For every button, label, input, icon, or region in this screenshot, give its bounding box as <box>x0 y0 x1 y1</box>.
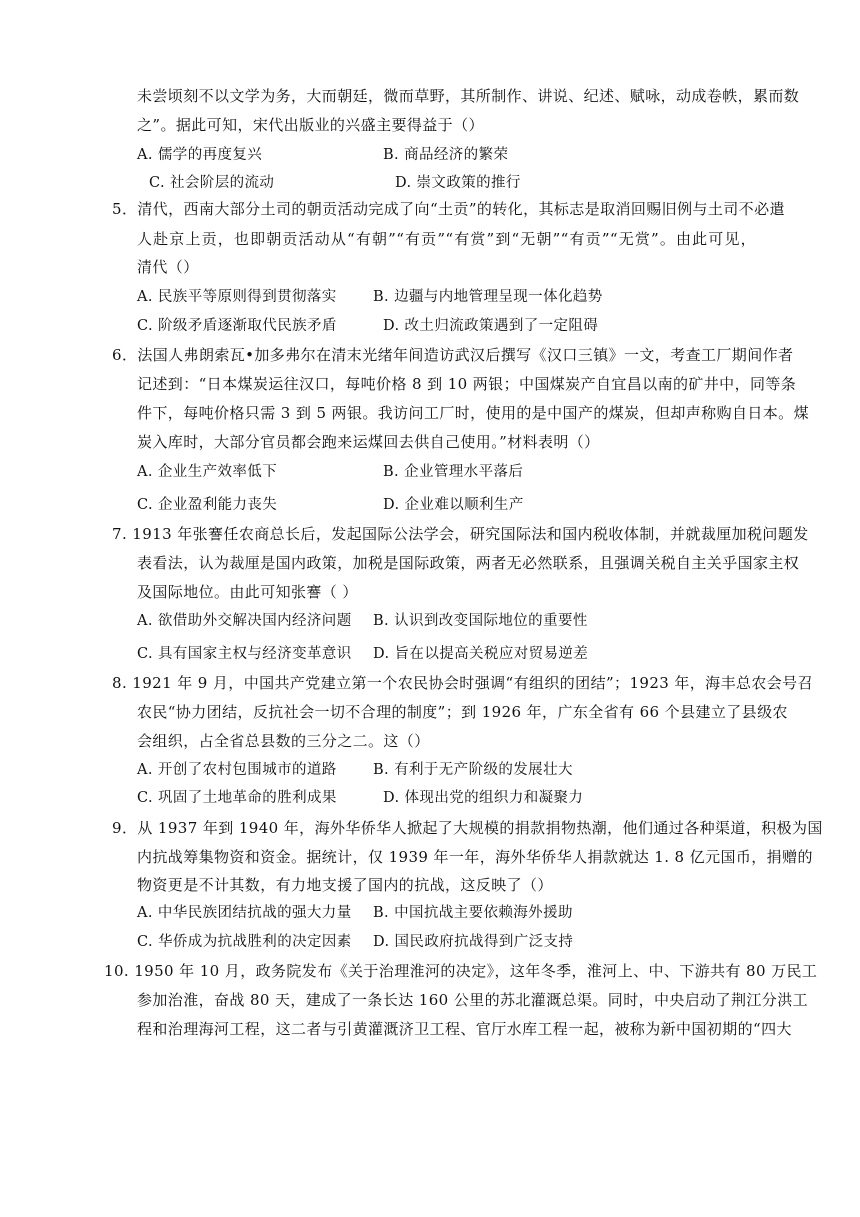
question-stem-line: 之”。据此可知，宋代出版业的兴盛主要得益于（） <box>137 116 484 134</box>
option-d: D. 国民政府抗战得到广泛支持 <box>373 934 574 950</box>
option-a: A. 民族平等原则得到贯彻落实 <box>137 289 337 305</box>
option-c: C. 具有国家主权与经济变革意识 <box>137 646 352 662</box>
option-d: D. 体现出党的组织力和凝聚力 <box>383 790 584 806</box>
question-stem-line: 炭入库时，大部分官员都会跑来运煤回去供自己使用。”材料表明（） <box>137 433 600 451</box>
question-stem-line: 5．清代，西南大部分土司的朝贡活动完成了向“土贡”的转化，其标志是取消回赐旧例与土司不必遣 <box>112 200 785 218</box>
question-stem-line: 7. 1913 年张謇任农商总长后，发起国际公法学会，研究国际法和国内税收体制，并就裁厘加税问题发 <box>112 525 809 543</box>
option-b: B. 认识到改变国际地位的重要性 <box>373 613 588 629</box>
option-c: C. 企业盈利能力丧失 <box>137 497 278 513</box>
option-a: A. 儒学的再度复兴 <box>137 147 263 163</box>
question-stem-line: 人赴京上贡，也即朝贡活动从“有朝”“有贡”“有赏”到“无朝”“有贡”“无赏”。由此可见， <box>137 230 756 248</box>
question-stem-line: 及国际地位。由此可知张謇（ ） <box>137 583 358 601</box>
option-c: C. 阶级矛盾逐渐取代民族矛盾 <box>137 318 337 334</box>
question-stem-line: 会组织，占全省总县数的三分之二。这（） <box>137 732 430 750</box>
option-a: A. 开创了农村包围城市的道路 <box>137 762 337 778</box>
option-b: B. 中国抗战主要依赖海外援助 <box>373 905 573 921</box>
option-d: D. 崇文政策的推行 <box>395 175 521 191</box>
option-d: D. 旨在以提高关税应对贸易逆差 <box>373 646 589 662</box>
option-b: B. 边疆与内地管理呈现一体化趋势 <box>373 289 603 305</box>
option-a: A. 欲借助外交解决国内经济问题 <box>137 613 352 629</box>
question-stem-line: 10. 1950 年 10 月，政务院发布《关于治理淮河的决定》，这年冬季，淮河上、中、下游共有 80 万民工 <box>104 962 818 980</box>
question-stem-line: 6．法国人弗朗索瓦•加多弗尔在清末光绪年间造访武汉后撰写《汉口三镇》一文，考查工厂期间作者 <box>112 346 794 364</box>
question-stem-line: 程和治理海河工程，这二者与引黄灌溉济卫工程、官厅水库工程一起，被称为新中国初期的“四大 <box>137 1020 792 1038</box>
question-stem-line: 未尝顷刻不以文学为务，大而朝廷，微而草野，其所制作、讲说、纪述、赋咏，动成卷帙，累而数 <box>137 87 800 105</box>
option-c: C. 巩固了土地革命的胜利成果 <box>137 790 337 806</box>
question-stem-line: 表看法，认为裁厘是国内政策，加税是国际政策，两者无必然联系，且强调关税自主关乎国家主权 <box>137 554 800 572</box>
question-stem-line: 9．从 1937 年到 1940 年，海外华侨华人掀起了大规模的捐款捐物热潮，他们通过各种渠道，积极为国 <box>112 819 823 837</box>
question-stem-line: 参加治淮，奋战 80 天，建成了一条长达 160 公里的苏北灌溉总渠。同时，中央启动了荆江分洪工 <box>137 991 808 1009</box>
option-d: D. 改土归流政策遇到了一定阻碍 <box>383 318 599 334</box>
question-stem-line: 记述到：“日本煤炭运往汉口，每吨价格 8 到 10 两银；中国煤炭产自宜昌以南的矿井中，同等条 <box>137 375 797 393</box>
option-a: A. 中华民族团结抗战的强大力量 <box>137 905 352 921</box>
option-a: A. 企业生产效率低下 <box>137 464 278 480</box>
option-c: C. 华侨成为抗战胜利的决定因素 <box>137 934 352 950</box>
question-stem-line: 农民“协力团结，反抗社会一切不合理的制度”；到 1926 年，广东全省有 66 个县建立了县级农 <box>137 703 788 721</box>
question-stem-line: 物资更是不计其数，有力地支援了国内的抗战，这反映了（） <box>137 876 553 894</box>
question-stem-line: 8. 1921 年 9 月，中国共产党建立第一个农民协会时强调“有组织的团结”；1923 年，海丰总农会号召 <box>112 674 813 692</box>
question-stem-line: 件下，每吨价格只需 3 到 5 两银。我访问工厂时，使用的是中国产的煤炭，但却声称购自日本。煤 <box>137 404 809 422</box>
option-b: B. 有利于无产阶级的发展壮大 <box>373 762 573 778</box>
option-c: C. 社会阶层的流动 <box>149 175 275 191</box>
option-d: D. 企业难以顺利生产 <box>383 497 524 513</box>
question-stem-line: 内抗战筹集物资和资金。据统计，仅 1939 年一年，海外华侨华人捐款就达 1. 8 亿元国币，捐赠的 <box>137 848 813 866</box>
question-stem-line: 清代（） <box>137 258 199 276</box>
option-b: B. 商品经济的繁荣 <box>383 147 509 163</box>
option-b: B. 企业管理水平落后 <box>383 464 524 480</box>
